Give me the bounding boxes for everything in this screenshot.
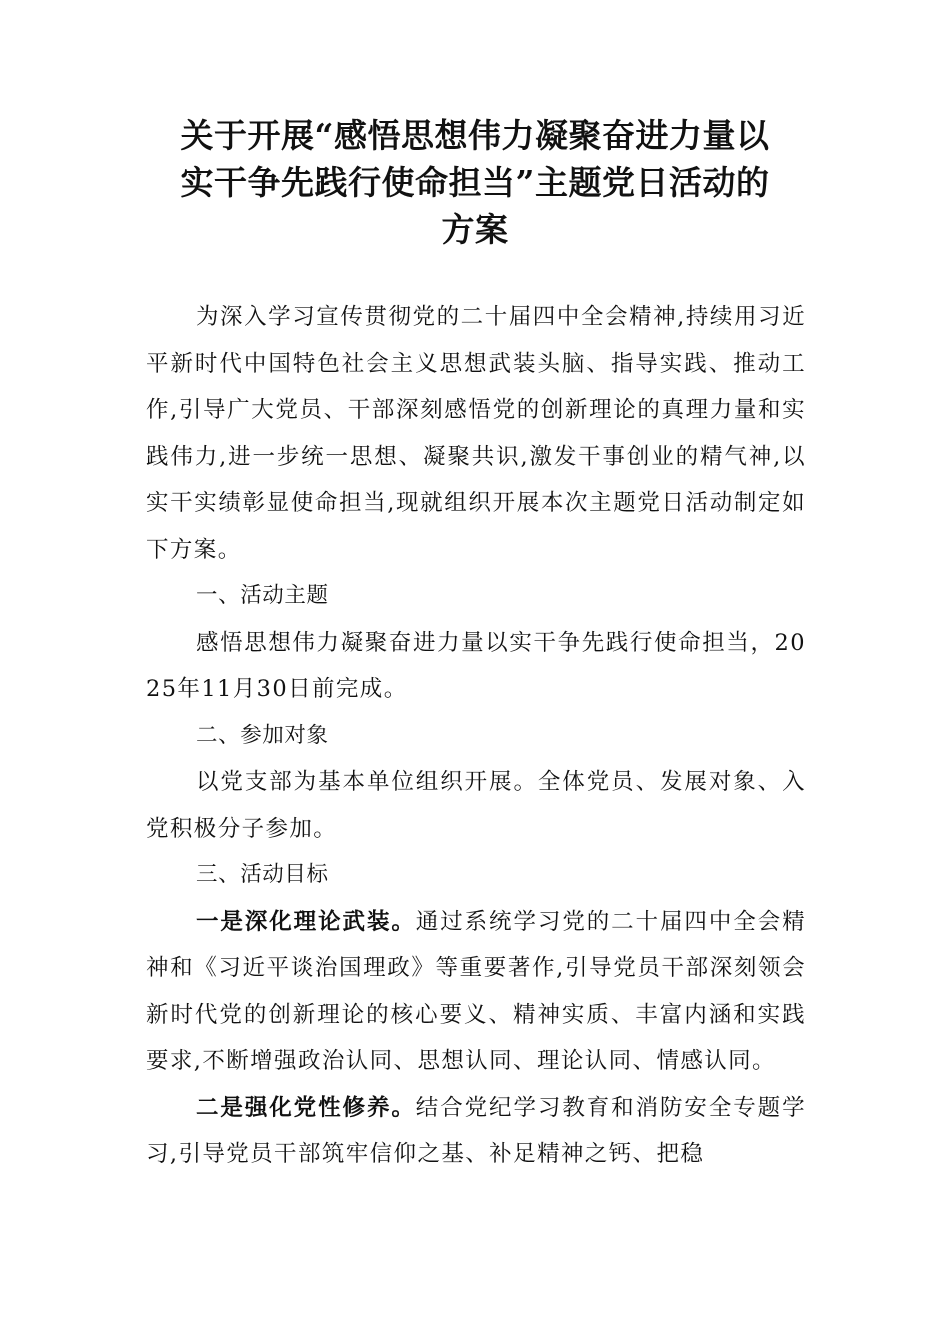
title-line-2: 实干争先践行使命担当”主题党日活动的 xyxy=(180,163,770,202)
intro-paragraph: 为深入学习宣传贯彻党的二十届四中全会精神,持续用习近平新时代中国特色社会主义思想武装头脑、指导实践、推动工作,引导广大党员、干部深刻感悟党的创新理论的真理力量和实践伟力,进一步统一思想、凝聚共识,激发干事创业的精气神,以实干实绩彰显使命担当,现就组织开展本次主题党日活动制定如下方案。 xyxy=(146,304,806,563)
section-heading-theme: 一、活动主题 xyxy=(196,583,329,608)
goal-1-text: 通过系统学习党的二十届四中全会精神和《习近平谈治国理政》等重要著作,引导党员干部深刻领会新时代党的创新理论的核心要义、精神实质、丰富内涵和实践要求,不断增强政治认同、思想认同、理论认同、情感认同。 xyxy=(146,908,807,1074)
title-line-3: 方案 xyxy=(441,210,509,249)
document-body xyxy=(146,294,806,1178)
goal-paragraph-1 xyxy=(146,899,806,1085)
title-line-1: 关于开展“感悟思想伟力凝聚奋进力量以 xyxy=(180,116,770,155)
goal-2-text: 结合党纪学习教育和消防安全专题学习,引导党员干部筑牢信仰之基、补足精神之钙、把稳 xyxy=(146,1094,807,1167)
goal-1-lead: 一是深化理论武装。 xyxy=(196,908,416,935)
participants-paragraph: 以党支部为基本单位组织开展。全体党员、发展对象、入党积极分子参加。 xyxy=(146,769,806,842)
goal-paragraph-2 xyxy=(146,1085,806,1178)
goal-2-lead: 二是强化党性修养。 xyxy=(196,1094,416,1121)
theme-paragraph: 感悟思想伟力凝聚奋进力量以实干争先践行使命担当，2025年11月30日前完成。 xyxy=(146,629,806,702)
section-heading-goals: 三、活动目标 xyxy=(196,862,329,887)
section-heading-participants: 二、参加对象 xyxy=(196,722,329,748)
document-title xyxy=(140,112,810,253)
